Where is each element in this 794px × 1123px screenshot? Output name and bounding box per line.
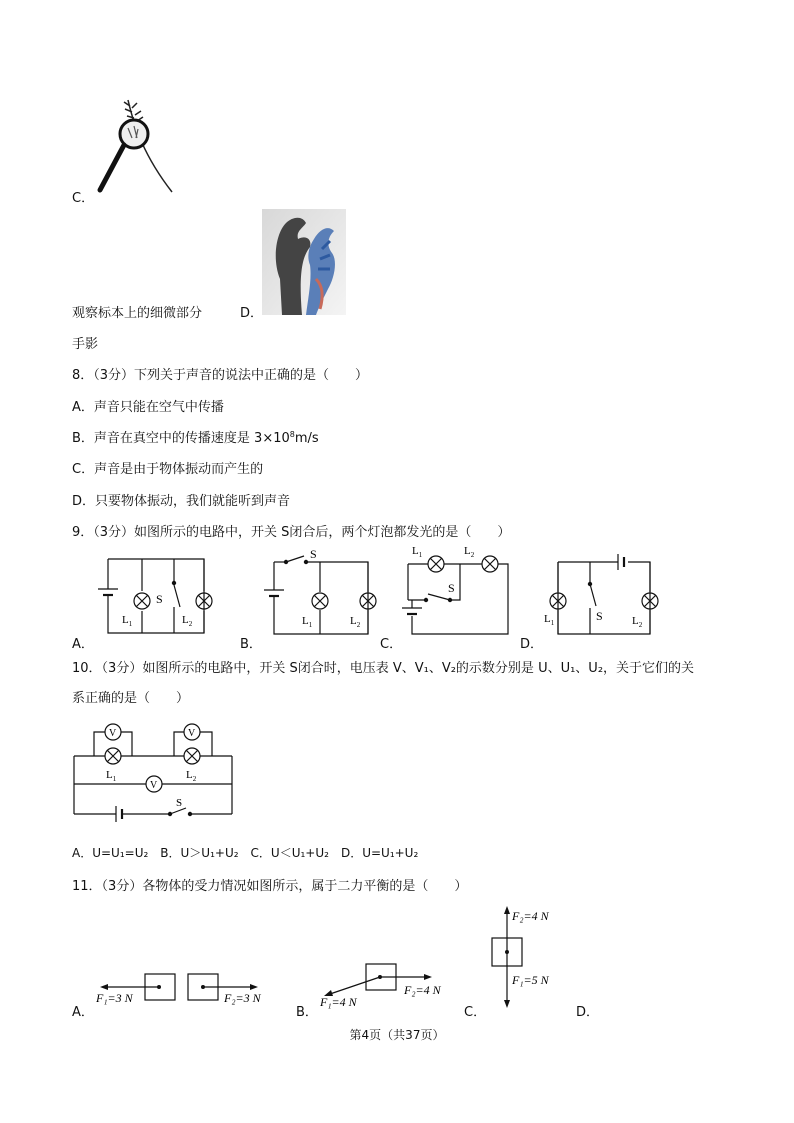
q10-l2: $L_2$ bbox=[186, 769, 197, 783]
q10-v1-symbol: V bbox=[109, 728, 117, 739]
q10-options: A．U=U₁=U₂ B．U＞U₁+U₂ C．U＜U₁+U₂ D．U=U₁+U₂ bbox=[72, 846, 419, 860]
q10-v-symbol: V bbox=[150, 780, 158, 791]
q9-option-a-label: A． bbox=[72, 637, 94, 652]
q11b-f1: F₁=4 N bbox=[320, 995, 357, 1009]
q8-option-b-suffix: m/s bbox=[294, 431, 319, 446]
q9a-switch-label: S bbox=[156, 592, 163, 606]
q7-option-d-caption: 手影 bbox=[72, 337, 99, 352]
q9-circuit-d bbox=[540, 552, 664, 638]
q9c-switch-label: S bbox=[448, 581, 455, 595]
q11-force-diagram-a bbox=[92, 970, 282, 1010]
q11-option-d-label: D． bbox=[576, 1005, 600, 1020]
q11c-f1: F₁=5 N bbox=[512, 973, 549, 987]
q11-stem: 11．（3分）各物体的受力情况如图所示，属于二力平衡的是（ ） bbox=[72, 879, 468, 894]
q9-option-d-label: D． bbox=[520, 637, 544, 652]
q9-option-c-label: C． bbox=[380, 637, 403, 652]
q9b-switch-label: S bbox=[310, 547, 317, 561]
q9-circuit-a bbox=[94, 555, 218, 637]
q11c-f2: F₂=4 N bbox=[512, 909, 549, 923]
q9b-l2: $L_2$ bbox=[350, 615, 361, 629]
q11b-f2: F₂=4 N bbox=[404, 983, 441, 997]
q8-stem: 8．（3分）下列关于声音的说法中正确的是（ ） bbox=[72, 368, 369, 383]
page-footer: 第4页（共37页） bbox=[349, 1028, 445, 1042]
q9-option-b-label: B． bbox=[240, 637, 262, 652]
q8-option-d: D．只要物体振动，我们就能听到声音 bbox=[72, 494, 291, 509]
q11-option-b-label: B． bbox=[296, 1005, 318, 1020]
q11a-f2: F₂=3 N bbox=[224, 991, 261, 1005]
q8-option-b-prefix: B．声音在真空中的传播速度是 3×10 bbox=[72, 431, 290, 446]
q9-circuit-b bbox=[258, 548, 382, 638]
q8-option-a: A．声音只能在空气中传播 bbox=[72, 400, 224, 415]
q9a-l2: $L_2$ bbox=[182, 614, 193, 628]
q7-option-c-caption: 观察标本上的细微部分 bbox=[72, 306, 203, 321]
q8-option-b bbox=[72, 427, 319, 446]
hand-shadow-image bbox=[262, 209, 346, 315]
q9d-l2: $L_2$ bbox=[632, 615, 643, 629]
q11-option-c-label: C． bbox=[464, 1005, 487, 1020]
q10-l1: $L_1$ bbox=[106, 769, 117, 783]
q10-switch-label: S bbox=[176, 797, 183, 809]
q9d-switch-label: S bbox=[596, 609, 603, 623]
q10-stem-line1: 10．（3分）如图所示的电路中，开关 S闭合时，电压表 V、V₁、V₂的示数分别是 U、U₁、U₂，关于它们的关 bbox=[72, 661, 695, 676]
q9c-l2: $L_2$ bbox=[464, 545, 475, 559]
magnifier-specimen-image bbox=[94, 96, 178, 196]
q8-option-b-exp: 8 bbox=[289, 430, 295, 439]
q10-stem-line2: 系正确的是（ ） bbox=[72, 691, 190, 706]
q11a-f1: F₁=3 N bbox=[96, 991, 133, 1005]
q8-option-c: C．声音是由于物体振动而产生的 bbox=[72, 462, 264, 477]
q11-force-diagram-c bbox=[486, 902, 576, 1010]
q9-circuit-c bbox=[398, 544, 514, 638]
q10-v2-symbol: V bbox=[188, 728, 196, 739]
q9a-l1: $L_1$ bbox=[122, 614, 133, 628]
q11-force-diagram-b bbox=[318, 958, 448, 1010]
q9d-l1: $L_1$ bbox=[544, 613, 555, 627]
q11-option-a-label: A． bbox=[72, 1005, 94, 1020]
q9b-l1: $L_1$ bbox=[302, 615, 313, 629]
q7-option-c-label: C． bbox=[72, 191, 95, 206]
q10-circuit bbox=[72, 718, 236, 818]
q9c-l1: $L_1$ bbox=[412, 545, 423, 559]
q9-stem: 9．（3分）如图所示的电路中，开关 S闭合后，两个灯泡都发光的是（ ） bbox=[72, 525, 511, 540]
q7-option-d-label: D． bbox=[240, 306, 264, 321]
